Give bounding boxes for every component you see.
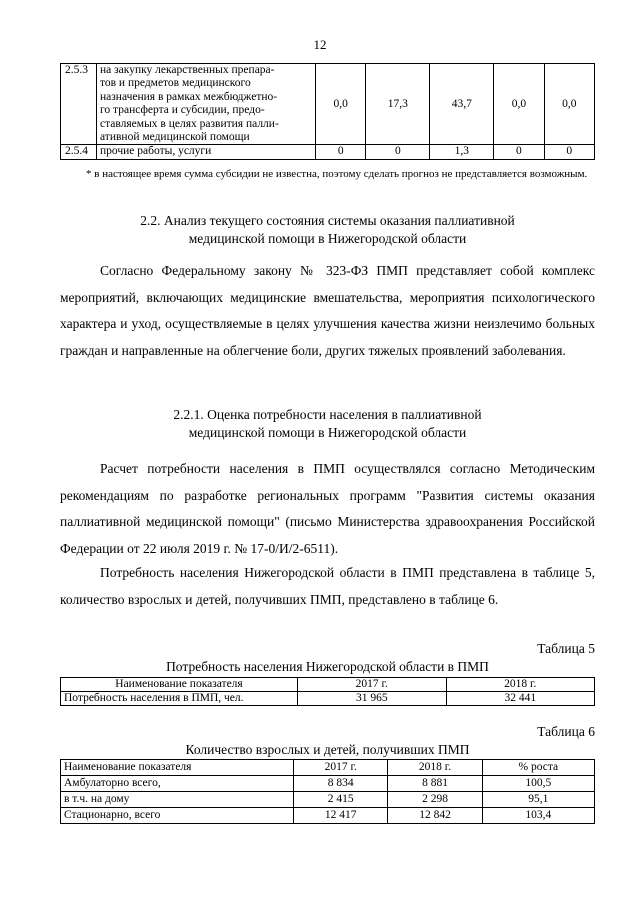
footnote: * в настоящее время сумма субсидии не известна, поэтому сделать прогноз не представляется возможным. [86,168,588,180]
table-row [61,776,595,792]
column-header: Наименование показателя [61,760,294,776]
table-label: Таблица 5 [537,641,595,656]
row-number: 2.5.3 [61,64,97,145]
description-line: прочие работы, услуги [100,145,212,158]
table-5 [60,677,595,706]
description-line: тов и предметов медицинского [100,77,251,90]
table-cell: Стационарно, всего [61,808,294,824]
table-6 [60,759,595,824]
heading-line: медицинской помощи в Нижегородской области [188,231,467,246]
table-row [61,64,595,145]
row-description [97,64,316,145]
table-label: Таблица 6 [537,724,595,739]
paragraph: Расчет потребности населения в ПМП осуществлялся согласно Методическим рекомендациям по разработке региональных программ "Развития системы оказания паллиативной медицинской помощи" (письмо Министерства здравоохранения Российской Федерации от 22 июля 2019 г. № 17-0/И/2-6511). [60,461,595,556]
table-header-row [61,760,595,776]
value-cell: 0 [366,145,430,159]
table-row [61,792,595,808]
heading-line: 2.2.1. Оценка потребности населения в паллиативной [173,407,482,422]
column-header: 2018 г. [388,760,482,776]
value-cell: 0,0 [544,64,594,145]
value-cell: 0 [494,145,544,159]
table-cell: 31 965 [298,692,447,706]
row-description [97,145,316,159]
description-line: ставляемых в целях развития палли- [100,117,279,130]
column-header: Наименование показателя [61,678,298,692]
column-header: 2017 г. [298,678,447,692]
description-line: на закупку лекарственных препара- [100,64,275,76]
heading-line: 2.2. Анализ текущего состояния системы оказания паллиативной [140,213,515,228]
section-heading [60,212,595,248]
description-line: го трансферта и субсидии, предо- [100,104,265,117]
table-cell: 12 417 [294,808,388,824]
table-cell: 8 881 [388,776,482,792]
column-header: 2017 г. [294,760,388,776]
budget-table-continuation [60,63,595,160]
heading-line: медицинской помощи в Нижегородской области [188,425,467,440]
paragraph: Согласно Федеральному закону № 323-ФЗ ПМП представляет собой комплекс мероприятий, включающих медицинские вмешательства, мероприятия психологического характера и уход, осуществляемые в целях улучшения качества жизни неизлечимо больных граждан и направленные на облегчение боли, других тяжелых проявлений заболевания. [60,263,595,358]
table-cell: Амбулаторно всего, [61,776,294,792]
table-cell: 103,4 [482,808,594,824]
value-cell: 1,3 [430,145,494,159]
value-cell: 0 [316,145,366,159]
table-row [61,145,595,159]
table-cell: 12 842 [388,808,482,824]
table-header-row [61,678,595,692]
table-title: Потребность населения Нижегородской области в ПМП [166,659,489,674]
table-cell: Потребность населения в ПМП, чел. [61,692,298,706]
value-cell: 0 [544,145,594,159]
table-cell: 32 441 [446,692,595,706]
table-cell: 8 834 [294,776,388,792]
table-cell: 100,5 [482,776,594,792]
subsection-heading [60,406,595,442]
table-title: Количество взрослых и детей, получивших ПМП [185,742,470,757]
table-row [61,692,595,706]
table-cell: 95,1 [482,792,594,808]
description-line: ативной медицинской помощи [100,131,250,144]
column-header: 2018 г. [446,678,595,692]
table-cell: 2 298 [388,792,482,808]
value-cell: 17,3 [366,64,430,145]
page-number: 12 [313,37,327,52]
table-row [61,808,595,824]
value-cell: 0,0 [494,64,544,145]
table-cell: 2 415 [294,792,388,808]
value-cell: 0,0 [316,64,366,145]
value-cell: 43,7 [430,64,494,145]
description-line: назначения в рамках межбюджетно- [100,90,278,103]
row-number: 2.5.4 [61,145,97,159]
paragraph: Потребность населения Нижегородской области в ПМП представлена в таблице 5, количество взрослых и детей, получивших ПМП, представлено в таблице 6. [60,565,595,607]
table-cell: в т.ч. на дому [61,792,294,808]
column-header: % роста [482,760,594,776]
